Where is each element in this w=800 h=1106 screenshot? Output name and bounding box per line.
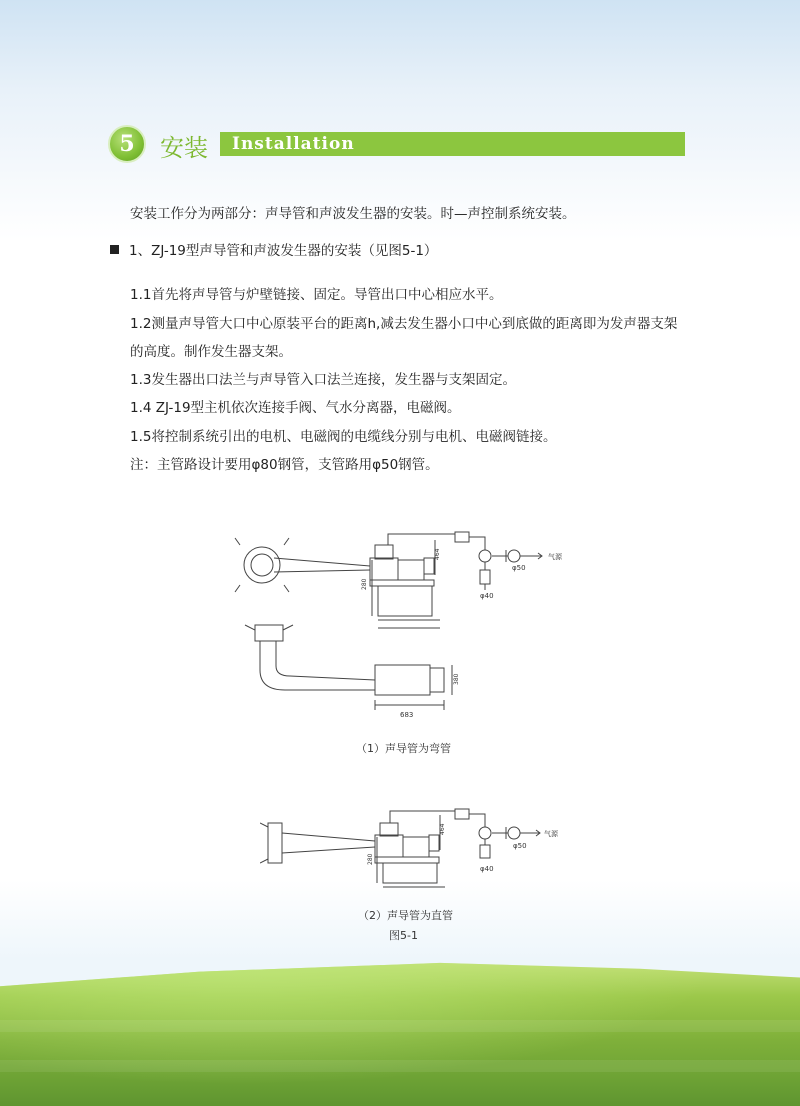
label-dim-280-2: 280: [367, 853, 374, 865]
step-line: 1.2测量声导管大口中心原装平台的距离h,减去发生器小口中心到底做的距离即为发声器支架: [130, 316, 678, 332]
figure-bent-pipe: [230, 520, 570, 720]
figure-straight-pipe: [260, 805, 560, 895]
label-gas-source: 气源: [548, 553, 562, 561]
label-gas-source-2: 气源: [544, 830, 558, 838]
intro-paragraph: 安装工作分为两部分：声导管和声波发生器的安装。时—声控制系统安装。: [130, 206, 576, 222]
step-line: 1.5将控制系统引出的电机、电磁阀的电缆线分别与电机、电磁阀链接。: [130, 429, 557, 445]
bullet-square-icon: [110, 245, 119, 254]
label-dim-280: 280: [361, 578, 368, 590]
figure-caption-1: （1）声导管为弯管: [356, 742, 451, 755]
section-title-en: Installation: [232, 134, 355, 154]
step-line: 1.1首先将声导管与炉壁链接、固定。导管出口中心相应水平。: [130, 287, 503, 303]
label-dim-464-2: 464: [439, 823, 446, 835]
section-title-zh: 安装: [160, 134, 208, 162]
label-dim-464: 464: [434, 548, 441, 560]
step-line: 1.3发生器出口法兰与声导管入口法兰连接，发生器与支架固定。: [130, 372, 516, 388]
label-d50-2: φ50: [513, 842, 527, 850]
step-line: 1.4 ZJ-19型主机依次连接手阀、气水分离器，电磁阀。: [130, 400, 461, 416]
step-line: 注：主管路设计要用φ80钢管，支管路用φ50钢管。: [130, 457, 439, 473]
figure-caption-2: （2）声导管为直管: [358, 909, 453, 922]
grass-stripe: [0, 1060, 800, 1072]
section-header: [108, 125, 688, 165]
step-line: 的高度。制作发生器支架。: [130, 344, 292, 360]
subheading: [110, 241, 437, 261]
section-number-badge: 5: [108, 125, 146, 163]
label-d50: φ50: [512, 564, 526, 572]
section-title-bar: [220, 132, 685, 156]
label-d40-2: φ40: [480, 865, 494, 873]
label-dim-380: 380: [453, 673, 460, 685]
label-dim-683: 683: [400, 711, 414, 719]
label-d40: φ40: [480, 592, 494, 600]
grass-footer-decoration: [0, 960, 800, 1106]
figure-label: 图5-1: [389, 929, 418, 942]
grass-stripe: [0, 1020, 800, 1032]
subheading-text: 1、ZJ-19型声导管和声波发生器的安装（见图5-1）: [129, 243, 438, 259]
